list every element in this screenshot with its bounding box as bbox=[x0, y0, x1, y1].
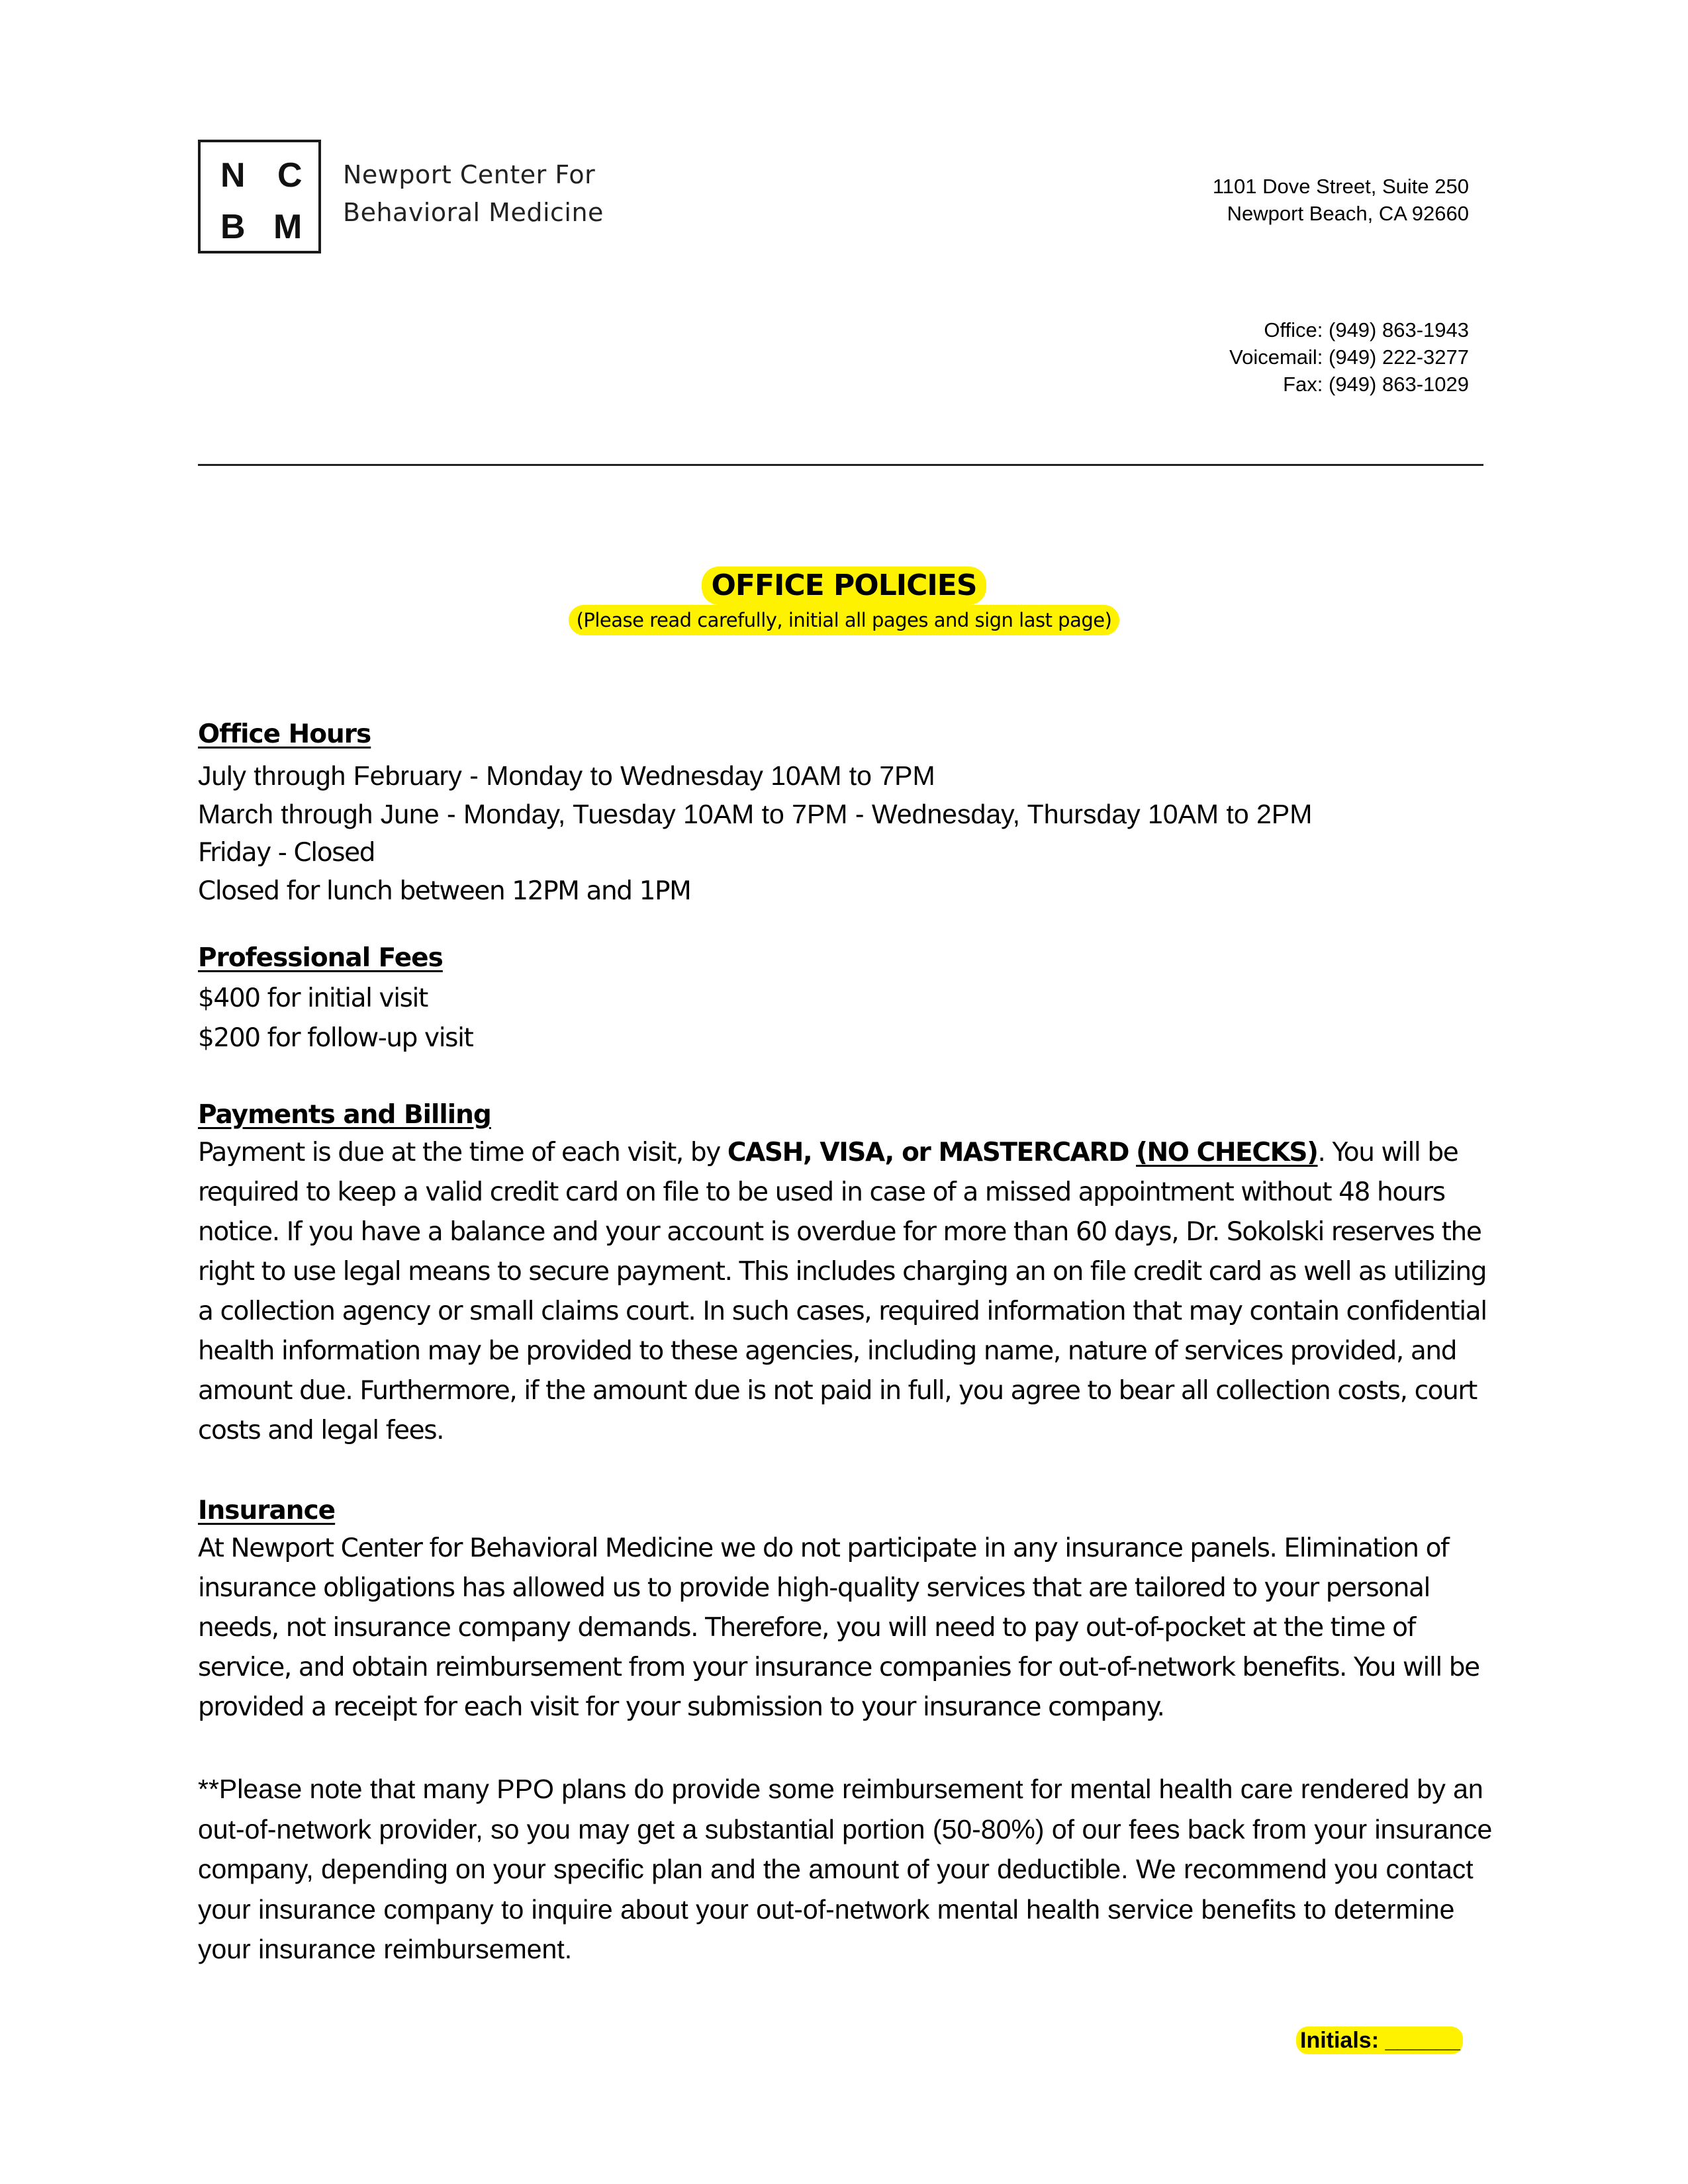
office-hours-line: March through June - Monday, Tuesday 10AM to 7PM - Wednesday, Thursday 10AM to 2PM bbox=[198, 799, 1313, 829]
no-checks-note: (NO CHECKS) bbox=[1136, 1138, 1318, 1167]
voicemail-phone: Voicemail: (949) 222-3277 bbox=[1229, 345, 1469, 369]
logo-letter-c: C bbox=[277, 156, 303, 195]
insurance-note: **Please note that many PPO plans do provide some reimbursement for mental health care rendered by an out-of-network provider, so you may get a substantial portion (50-80%) of our fees back from your insurance company, depending on your specific plan and the amount of your deductible. We recommend you contact your insurance company to inquire about your out-of-network mental health service benefits to determine your insurance reimbursement. bbox=[198, 1774, 1493, 1964]
logo-name-line1: Newport Center For bbox=[343, 160, 596, 189]
payments-heading: Payments and Billing bbox=[198, 1100, 491, 1130]
payments-intro: Payment is due at the time of each visit, by bbox=[198, 1138, 727, 1167]
subtitle-row bbox=[0, 605, 1688, 635]
page-subtitle: (Please read carefully, initial all pages and sign last page) bbox=[569, 605, 1120, 635]
fee-line: $200 for follow-up visit bbox=[198, 1023, 473, 1053]
logo-name-line2: Behavioral Medicine bbox=[343, 198, 604, 227]
logo-letter-b: B bbox=[220, 208, 246, 246]
payment-methods: CASH, VISA, or MASTERCARD bbox=[727, 1138, 1129, 1167]
header-divider bbox=[198, 464, 1483, 466]
office-hours-heading: Office Hours bbox=[198, 719, 371, 749]
address-line1: 1101 Dove Street, Suite 250 bbox=[1212, 175, 1469, 198]
logo-mark bbox=[198, 140, 321, 253]
initials-field[interactable]: Initials: ______ bbox=[1296, 2026, 1463, 2054]
payments-paragraph bbox=[198, 1133, 1495, 1451]
fees-heading: Professional Fees bbox=[198, 943, 443, 973]
insurance-heading: Insurance bbox=[198, 1496, 336, 1525]
office-hours-line: Closed for lunch between 12PM and 1PM bbox=[198, 876, 691, 906]
fax-number: Fax: (949) 863-1029 bbox=[1283, 373, 1469, 396]
office-hours-line: Friday - Closed bbox=[198, 838, 375, 868]
office-phone: Office: (949) 863-1943 bbox=[1264, 318, 1469, 341]
logo-letter-n: N bbox=[220, 156, 246, 195]
title-row bbox=[0, 567, 1688, 605]
address-line2: Newport Beach, CA 92660 bbox=[1227, 202, 1469, 225]
insurance-paragraph: At Newport Center for Behavioral Medicine we do not participate in any insurance panels. Elimination of insurance obligations has allowed us to provide high-quality services that are tailored to your personal needs, not insurance company demands. Therefore, you will need to pay out-of-pocket at the time of service, and obtain reimbursement from your insurance companies for out-of-network benefits. You will be provided a receipt for each visit for your submission to your insurance company. bbox=[198, 1533, 1479, 1722]
logo-letter-m: M bbox=[273, 208, 303, 246]
office-hours-line: July through February - Monday to Wednesday 10AM to 7PM bbox=[198, 760, 935, 791]
fee-line: $400 for initial visit bbox=[198, 983, 428, 1013]
page-title: OFFICE POLICIES bbox=[702, 567, 986, 605]
payments-rest: . You will be required to keep a valid credit card on file to be used in case of a missed appointment without 48 hours notice. If you have a balance and your account is overdue for more than 60 days, Dr. Sokolski reserves the right to use legal means to secure payment. This includes charging an on file credit card as well as utilizing a collection agency or small claims court. In such cases, required information that may contain confidential health information may be provided to these agencies, including name, nature of services provided, and amount due. Furthermore, if the amount due is not paid in full, you agree to bear all collection costs, court costs and legal fees. bbox=[198, 1138, 1487, 1445]
